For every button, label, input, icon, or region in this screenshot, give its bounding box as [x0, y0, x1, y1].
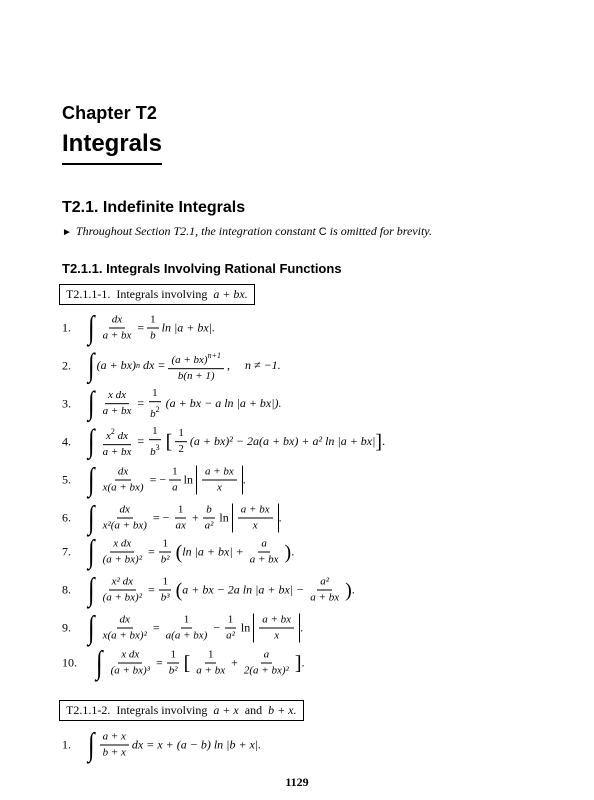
integral-sign-icon: ∫	[88, 424, 95, 460]
formula-expression: ∫ (a + bx) n dx = $\frac{(a + bx)^{n+1}}{b(n + 1)}$ , n ≠ −1.	[88, 348, 281, 384]
box-label: Integrals involving	[116, 287, 208, 301]
section-note	[62, 224, 432, 239]
formula-expression: ∫ $\frac{\text{x² dx}}{\text{(a + bx)²}}$ = $\frac{1}{\text{b³}}$ ( a + bx − 2a ln |a + bx| − $\frac{\text{a²}}{a + bx}$ ) .	[88, 572, 355, 608]
formula-number: 3.	[62, 396, 71, 411]
subsubsection-box-1	[59, 284, 255, 305]
integral-sign-icon: ∫	[88, 727, 95, 763]
formula-expression: ∫ $\frac{x^2 dx}{a + bx}$ = $\frac{1}{b^3}$ [ $\frac{1}{2}$ (a + bx)² − 2a(a + bx) + a² ln |a + bx| ] .	[88, 424, 386, 460]
formula-expression: ∫ $\frac{\text{x dx}}{\text{(a + bx)³}}$ = $\frac{1}{\text{b²}}$ [ $\frac{1}{a + bx}$ + $\frac{a}{\text{2(a + bx)²}}$ ] .	[96, 645, 305, 681]
formula-expression: ∫ $\frac{\text{x dx}}{a + bx}$ = $\frac{1}{b^2}$ (a + bx − a ln |a + bx|).	[88, 386, 282, 422]
integral-sign-icon: ∫	[88, 572, 95, 608]
integral-sign-icon: ∫	[88, 534, 95, 570]
formula-number: 4.	[62, 434, 71, 449]
note-constant: C	[318, 226, 327, 238]
box-expression-1: a + x	[213, 703, 239, 717]
formula-number: 1.	[62, 737, 71, 752]
formula-number: 5.	[62, 472, 71, 487]
formula-number: 9.	[62, 620, 71, 635]
formula-expression: ∫ $\frac{dx}{\text{x²(a + bx)}}$ = − $\frac{1}{ax}$ + $\frac{b}{\text{a²}}$ ln $\frac{a + bx}{x}$ .	[88, 500, 282, 536]
formula-number: 7.	[62, 544, 71, 559]
box-and: and	[244, 703, 263, 717]
box-code: T2.1.1-2.	[66, 703, 111, 717]
formula-number: 8.	[62, 582, 71, 597]
integral-sign-icon: ∫	[88, 348, 95, 384]
formula-number: 10.	[62, 655, 77, 670]
formula-expression: ∫ $\frac{dx}{\text{x(a + bx)²}}$ = $\frac{1}{a(a + bx)}$ − $\frac{1}{\text{a²}}$ ln $\frac{a + bx}{x}$ .	[88, 610, 304, 646]
integral-sign-icon: ∫	[88, 610, 95, 646]
box-expression: a + bx.	[213, 287, 248, 301]
integral-sign-icon: ∫	[96, 645, 103, 681]
integral-sign-icon: ∫	[88, 500, 95, 536]
box-code: T2.1.1-1.	[66, 287, 111, 301]
chapter-label: Chapter T2	[62, 103, 158, 123]
formula-number: 2.	[62, 358, 71, 373]
subsection-title: T2.1.1. Integrals Involving Rational Functions	[62, 261, 342, 276]
note-text-before: Throughout Section T2.1, the integration constant	[75, 224, 316, 238]
formula-expression: ∫ $\frac{\text{x dx}}{\text{(a + bx)²}}$ = $\frac{1}{\text{b²}}$ ( ln |a + bx| + $\frac{a}{a + bx}$ ) .	[88, 534, 295, 570]
subsubsection-box-2	[59, 700, 304, 721]
chapter-title: Integrals	[62, 130, 163, 157]
page-number: 1129	[285, 775, 309, 789]
triangle-bullet-icon: ►	[62, 227, 72, 238]
section-title: T2.1. Indefinite Integrals	[62, 199, 246, 216]
formula-expression: ∫ $\frac{a + x}{b + x}$ dx = x + (a − b) ln |b + x|.	[88, 727, 262, 763]
formula-expression: ∫ $\frac{dx}{a + bx}$ = $\frac{1}{b}$ ln |a + bx|.	[88, 310, 216, 346]
note-text-after: is omitted for brevity.	[329, 224, 432, 238]
formula-number: 1.	[62, 320, 71, 335]
formula-expression: ∫ $\frac{dx}{x(a + bx)}$ = − $\frac{1}{a}$ ln $\frac{a + bx}{x}$ .	[88, 462, 246, 498]
integral-sign-icon: ∫	[88, 462, 95, 498]
box-expression-2: b + x.	[268, 703, 297, 717]
formula-number: 6.	[62, 510, 71, 525]
integral-sign-icon: ∫	[88, 386, 95, 422]
box-label: Integrals involving	[116, 703, 208, 717]
integral-sign-icon: ∫	[88, 310, 95, 346]
chapter-title-rule	[62, 163, 162, 165]
